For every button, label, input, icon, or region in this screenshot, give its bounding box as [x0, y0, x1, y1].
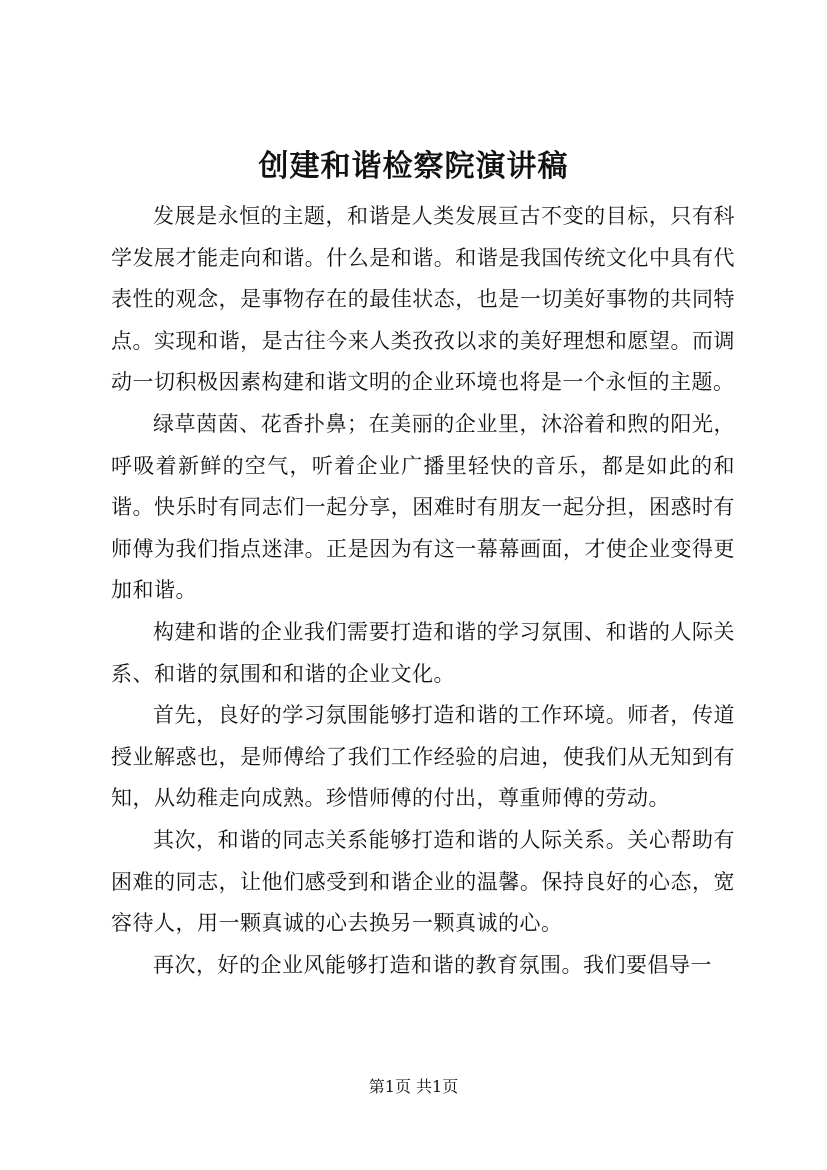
- page-number-label: 第1页 共1页: [368, 1077, 459, 1096]
- paragraph-6: 再次，好的企业风能够打造和谐的教育氛围。我们要倡导一: [153, 952, 712, 977]
- document-body: [111, 196, 735, 986]
- paragraph-3: 构建和谐的企业我们需要打造和谐的学习氛围、和谐的人际关系、和谐的氛围和和谐的企业文化。: [111, 619, 735, 686]
- page-footer: [0, 1076, 827, 1098]
- paragraph-4: 首先，良好的学习氛围能够打造和谐的工作环境。师者，传道授业解惑也，是师傅给了我们工作经验的启迪，使我们从无知到有知，从幼稚走向成熟。珍惜师傅的付出，尊重师傅的劳动。: [111, 703, 735, 811]
- paragraph-5: 其次，和谐的同志关系能够打造和谐的人际关系。关心帮助有困难的同志，让他们感受到和谐企业的温馨。保持良好的心态，宽容待人，用一颗真诚的心去换另一颗真诚的心。: [111, 827, 735, 936]
- paragraph-1: 发展是永恒的主题，和谐是人类发展亘古不变的目标，只有科学发展才能走向和谐。什么是和谐。和谐是我国传统文化中具有代表性的观念，是事物存在的最佳状态，也是一切美好事物的共同特点。实现和谐，是古往今来人类孜孜以求的美好理想和愿望。而调动一切积极因素构建和谐文明的企业环境也将是一个永恒的主题。: [111, 204, 735, 395]
- paragraph-2: 绿草茵茵、花香扑鼻；在美丽的企业里，沐浴着和煦的阳光，呼吸着新鲜的空气，听着企业广播里轻快的音乐，都是如此的和谐。快乐时有同志们一起分享，困难时有朋友一起分担，困惑时有师傅为我们指点迷津。正是因为有这一幕幕画面，才使企业变得更加和谐。: [111, 411, 735, 603]
- document-title: 创建和谐检察院演讲稿: [258, 149, 569, 184]
